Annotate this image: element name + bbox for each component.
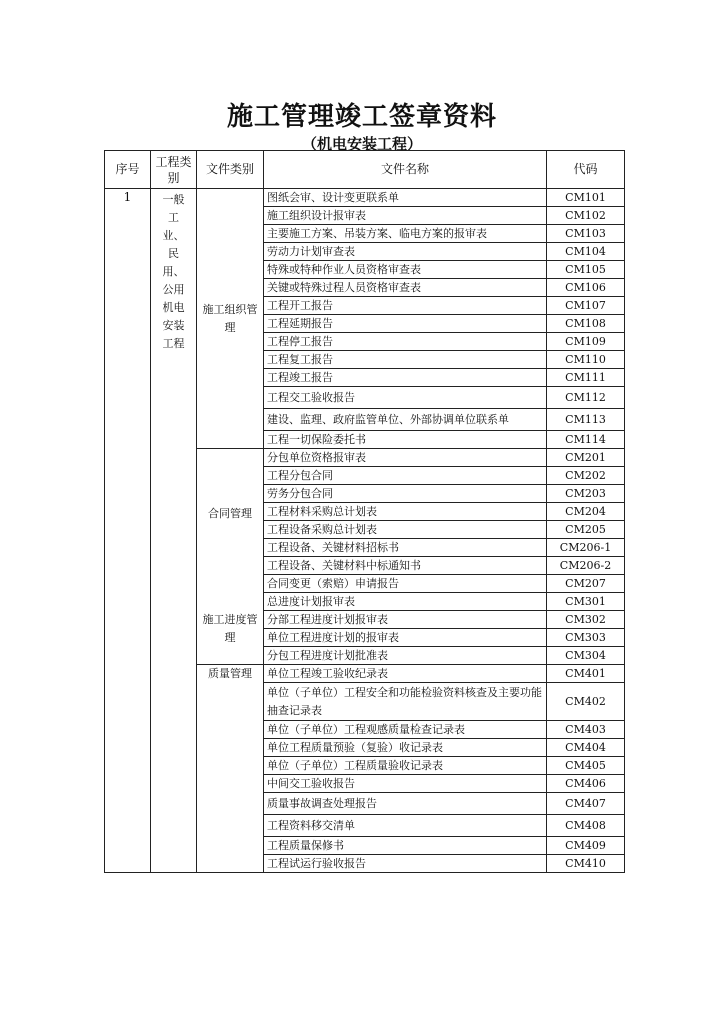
code-cell: CM402 <box>547 683 625 721</box>
table-header-row <box>105 151 625 189</box>
code-cell: CM304 <box>547 647 625 665</box>
file-name-cell: 劳务分包合同 <box>264 485 547 503</box>
category-progress-label: 施工进度管理 <box>202 613 258 644</box>
code-cell: CM204 <box>547 503 625 521</box>
file-name-cell: 分部工程进度计划报审表 <box>264 611 547 629</box>
code-cell: CM301 <box>547 593 625 611</box>
file-name-cell: 图纸会审、设计变更联系单 <box>264 189 547 207</box>
category-quality-label: 质量管理 <box>208 667 252 680</box>
file-name-cell: 单位（子单位）工程质量验收记录表 <box>264 757 547 775</box>
code-cell: CM108 <box>547 315 625 333</box>
code-cell: CM114 <box>547 431 625 449</box>
category-construction-org <box>197 189 264 449</box>
file-name-cell: 工程一切保险委托书 <box>264 431 547 449</box>
file-name-cell: 分包单位资格报审表 <box>264 449 547 467</box>
code-cell: CM103 <box>547 225 625 243</box>
file-name-cell: 工程设备、关键材料中标通知书 <box>264 557 547 575</box>
file-name-cell: 工程开工报告 <box>264 297 547 315</box>
code-cell: CM404 <box>547 739 625 757</box>
code-cell: CM405 <box>547 757 625 775</box>
code-cell: CM401 <box>547 665 625 683</box>
file-name-cell: 中间交工验收报告 <box>264 775 547 793</box>
file-name-cell: 总进度计划报审表 <box>264 593 547 611</box>
file-name-cell: 质量事故调查处理报告 <box>264 793 547 815</box>
file-name-cell: 工程复工报告 <box>264 351 547 369</box>
project-type-text: 一般工业、民用、公用机电安装工程 <box>162 193 185 350</box>
code-cell: CM302 <box>547 611 625 629</box>
code-cell: CM201 <box>547 449 625 467</box>
document-table <box>104 150 625 873</box>
file-name-cell: 工程竣工报告 <box>264 369 547 387</box>
header-seq: 序号 <box>105 151 151 189</box>
header-code: 代码 <box>547 151 625 189</box>
file-name-cell: 建设、监理、政府监管单位、外部协调单位联系单 <box>264 409 547 431</box>
code-cell: CM303 <box>547 629 625 647</box>
code-cell: CM410 <box>547 855 625 873</box>
header-file-category: 文件类别 <box>197 151 264 189</box>
code-cell: CM406 <box>547 775 625 793</box>
category-contract-progress <box>197 449 264 665</box>
code-cell: CM206-1 <box>547 539 625 557</box>
file-name-cell: 分包工程进度计划批准表 <box>264 647 547 665</box>
code-cell: CM102 <box>547 207 625 225</box>
code-cell: CM106 <box>547 279 625 297</box>
category-quality <box>197 665 264 873</box>
code-cell: CM113 <box>547 409 625 431</box>
file-name-cell: 工程资料移交清单 <box>264 815 547 837</box>
file-name-cell: 工程延期报告 <box>264 315 547 333</box>
table-row <box>105 189 625 207</box>
code-cell: CM110 <box>547 351 625 369</box>
code-cell: CM202 <box>547 467 625 485</box>
code-cell: CM207 <box>547 575 625 593</box>
file-name-cell: 施工组织设计报审表 <box>264 207 547 225</box>
seq-cell: 1 <box>105 189 151 873</box>
file-name-cell: 工程材料采购总计划表 <box>264 503 547 521</box>
page-subtitle: （机电安装工程） <box>301 135 422 153</box>
file-name-cell: 单位（子单位）工程安全和功能检验资料核查及主要功能抽查记录表 <box>264 683 547 721</box>
code-cell: CM407 <box>547 793 625 815</box>
file-name-cell: 单位工程竣工验收纪录表 <box>264 665 547 683</box>
file-name-cell: 关键或特殊过程人员资格审查表 <box>264 279 547 297</box>
file-name-cell: 工程分包合同 <box>264 467 547 485</box>
code-cell: CM109 <box>547 333 625 351</box>
page-title: 施工管理竣工签章资料 <box>226 102 497 132</box>
code-cell: CM111 <box>547 369 625 387</box>
file-name-cell: 工程设备、关键材料招标书 <box>264 539 547 557</box>
code-cell: CM112 <box>547 387 625 409</box>
code-cell: CM206-2 <box>547 557 625 575</box>
file-name-cell: 劳动力计划审查表 <box>264 243 547 261</box>
code-cell: CM107 <box>547 297 625 315</box>
file-name-cell: 单位工程质量预验（复验）收记录表 <box>264 739 547 757</box>
header-file-name: 文件名称 <box>264 151 547 189</box>
code-cell: CM104 <box>547 243 625 261</box>
file-name-cell: 工程设备采购总计划表 <box>264 521 547 539</box>
code-cell: CM408 <box>547 815 625 837</box>
file-name-cell: 工程停工报告 <box>264 333 547 351</box>
file-name-cell: 工程交工验收报告 <box>264 387 547 409</box>
code-cell: CM101 <box>547 189 625 207</box>
file-name-cell: 单位（子单位）工程观感质量检查记录表 <box>264 721 547 739</box>
file-name-cell: 单位工程进度计划的报审表 <box>264 629 547 647</box>
code-cell: CM105 <box>547 261 625 279</box>
file-name-cell: 工程试运行验收报告 <box>264 855 547 873</box>
file-name-cell: 特殊或特种作业人员资格审查表 <box>264 261 547 279</box>
file-name-cell: 工程质量保修书 <box>264 837 547 855</box>
header-project-type: 工程类别 <box>151 151 197 189</box>
code-cell: CM203 <box>547 485 625 503</box>
code-cell: CM409 <box>547 837 625 855</box>
project-type-cell <box>151 189 197 873</box>
file-name-cell: 主要施工方案、吊装方案、临电方案的报审表 <box>264 225 547 243</box>
code-cell: CM205 <box>547 521 625 539</box>
file-name-cell: 合同变更（索赔）申请报告 <box>264 575 547 593</box>
code-cell: CM403 <box>547 721 625 739</box>
category-construction-org-label: 施工组织管理 <box>202 302 258 334</box>
category-contract-label: 合同管理 <box>208 507 252 520</box>
